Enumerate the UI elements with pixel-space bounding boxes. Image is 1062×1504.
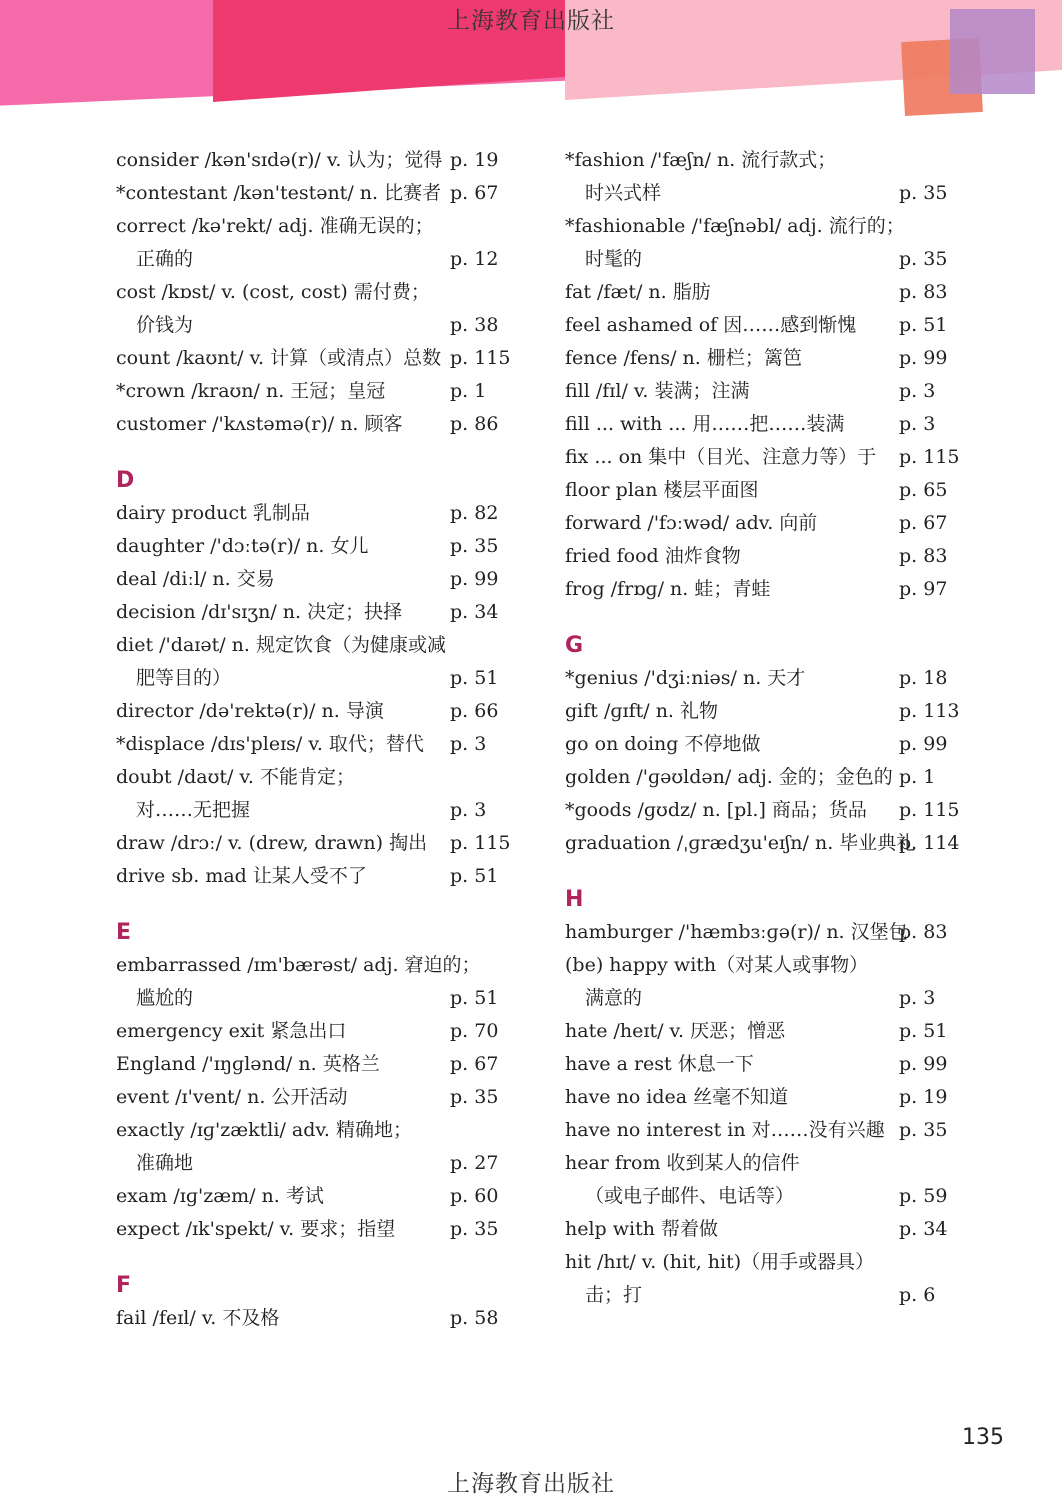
entry-term: draw /drɔː/ v. (drew, drawn) 掏出 <box>116 832 428 854</box>
entry-term: fill ... with ... 用……把……装满 <box>565 413 845 435</box>
entry-page-ref: p. 82 <box>450 502 499 524</box>
entry-term: *displace /dɪs'pleɪs/ v. 取代；替代 <box>116 733 424 755</box>
entry-term: embarrassed /ɪm'bærəst/ adj. 窘迫的； <box>116 954 481 976</box>
entry-page-ref: p. 59 <box>899 1185 948 1207</box>
index-entry <box>116 827 566 860</box>
section-letter: D <box>116 468 135 493</box>
index-entry <box>565 1048 1015 1081</box>
entry-page-ref: p. 51 <box>450 667 499 689</box>
entry-term: *fashionable /'fæʃnəbl/ adj. 流行的； <box>565 215 905 237</box>
entry-page-ref: p. 35 <box>450 535 499 557</box>
entry-term: graduation /ˌɡrædʒu'eɪʃn/ n. 毕业典礼 <box>565 832 916 854</box>
entry-page-ref: p. 66 <box>450 700 499 722</box>
entry-term: fix ... on 集中（目光、注意力等）于 <box>565 446 877 468</box>
entry-term: 对……无把握 <box>136 799 251 821</box>
entry-term: have no interest in 对……没有兴趣 <box>565 1119 885 1141</box>
index-entry <box>116 1213 566 1246</box>
entry-term: 价钱为 <box>136 314 194 336</box>
entry-term: gift /ɡɪft/ n. 礼物 <box>565 700 719 722</box>
index-entry <box>565 1147 1015 1180</box>
entry-page-ref: p. 113 <box>899 700 960 722</box>
entry-term: frog /frɒɡ/ n. 蛙；青蛙 <box>565 578 771 600</box>
entry-page-ref: p. 99 <box>899 347 948 369</box>
entry-page-ref: p. 51 <box>899 1020 948 1042</box>
entry-page-ref: p. 3 <box>899 987 936 1009</box>
entry-term: fail /feɪl/ v. 不及格 <box>116 1307 280 1329</box>
entry-term: event /ɪ'vent/ n. 公开活动 <box>116 1086 348 1108</box>
entry-term: fat /fæt/ n. 脂肪 <box>565 281 711 303</box>
entry-page-ref: p. 67 <box>450 1053 499 1075</box>
entry-term: forward /'fɔːwəd/ adv. 向前 <box>565 512 818 534</box>
index-entry <box>116 695 566 728</box>
index-entry <box>116 761 566 794</box>
index-entry <box>116 629 566 662</box>
index-entry <box>116 1114 566 1147</box>
publisher-footer: 上海教育出版社 <box>447 1471 615 1497</box>
entry-page-ref: p. 97 <box>899 578 948 600</box>
entry-page-ref: p. 35 <box>450 1218 499 1240</box>
entry-term: deal /diːl/ n. 交易 <box>116 568 275 590</box>
index-entry-continuation <box>116 1147 566 1180</box>
entry-term: expect /ɪk'spekt/ v. 要求；指望 <box>116 1218 396 1240</box>
entry-term: diet /'daɪət/ n. 规定饮食（为健康或减 <box>116 634 446 656</box>
section-letter: H <box>565 887 584 912</box>
entry-term: hit /hɪt/ v. (hit, hit)（用手或器具） <box>565 1251 875 1273</box>
entry-page-ref: p. 83 <box>899 921 948 943</box>
index-entry <box>565 540 1015 573</box>
entry-term: decision /dɪ'sɪʒn/ n. 决定；抉择 <box>116 601 403 623</box>
index-entry <box>116 1015 566 1048</box>
index-entry-continuation <box>116 662 566 695</box>
entry-page-ref: p. 99 <box>899 733 948 755</box>
entry-term: feel ashamed of 因……感到惭愧 <box>565 314 857 336</box>
entry-term: exactly /ɪɡ'zæktli/ adv. 精确地； <box>116 1119 412 1141</box>
entry-term: 肥等目的） <box>136 667 232 689</box>
index-entry <box>565 144 1015 177</box>
index-entry <box>116 144 566 177</box>
entry-term: *goods /ɡʊdz/ n. [pl.] 商品；货品 <box>565 799 867 821</box>
entry-term: fill /fɪl/ v. 装满；注满 <box>565 380 750 402</box>
entry-page-ref: p. 3 <box>899 380 936 402</box>
index-entry <box>565 441 1015 474</box>
index-entry <box>565 695 1015 728</box>
entry-page-ref: p. 114 <box>899 832 960 854</box>
entry-page-ref: p. 60 <box>450 1185 499 1207</box>
entry-term: （或电子邮件、电话等） <box>585 1185 795 1207</box>
entry-page-ref: p. 99 <box>899 1053 948 1075</box>
entry-term: consider /kən'sɪdə(r)/ v. 认为；觉得 <box>116 149 443 171</box>
entry-term: floor plan 楼层平面图 <box>565 479 759 501</box>
entry-term: *crown /kraʊn/ n. 王冠；皇冠 <box>116 380 386 402</box>
entry-term: *contestant /kən'testənt/ n. 比赛者 <box>116 182 442 204</box>
index-entry <box>565 794 1015 827</box>
index-entry <box>116 375 566 408</box>
index-entry <box>116 596 566 629</box>
entry-page-ref: p. 3 <box>450 799 487 821</box>
entry-page-ref: p. 38 <box>450 314 499 336</box>
index-entry <box>116 949 566 982</box>
entry-term: 时兴式样 <box>585 182 662 204</box>
index-entry-continuation <box>565 982 1015 1015</box>
entry-page-ref: p. 86 <box>450 413 499 435</box>
index-entry <box>565 408 1015 441</box>
entry-page-ref: p. 67 <box>899 512 948 534</box>
index-entry <box>116 177 566 210</box>
section-gap <box>116 1246 566 1269</box>
entry-term: have no idea 丝毫不知道 <box>565 1086 789 1108</box>
section-gap <box>116 893 566 916</box>
index-entry <box>565 1213 1015 1246</box>
index-entry <box>116 1048 566 1081</box>
entry-page-ref: p. 35 <box>899 182 948 204</box>
entry-term: fried food 油炸食物 <box>565 545 741 567</box>
index-entry <box>565 210 1015 243</box>
index-entry <box>565 916 1015 949</box>
index-entry-continuation <box>116 309 566 342</box>
index-entry <box>565 827 1015 860</box>
section-gap <box>116 441 566 464</box>
index-entry <box>116 497 566 530</box>
page-number: 135 <box>962 1425 1004 1450</box>
entry-page-ref: p. 58 <box>450 1307 499 1329</box>
entry-page-ref: p. 51 <box>899 314 948 336</box>
entry-term: 时髦的 <box>585 248 643 270</box>
entry-term: exam /ɪɡ'zæm/ n. 考试 <box>116 1185 324 1207</box>
entry-page-ref: p. 35 <box>899 1119 948 1141</box>
index-entry <box>565 662 1015 695</box>
section-letter: F <box>116 1273 132 1298</box>
entry-page-ref: p. 67 <box>450 182 499 204</box>
entry-page-ref: p. 115 <box>899 799 960 821</box>
index-entry <box>565 1114 1015 1147</box>
section-letter: E <box>116 920 132 945</box>
index-entry <box>565 1246 1015 1279</box>
index-entry <box>565 309 1015 342</box>
entry-term: 尴尬的 <box>136 987 194 1009</box>
entry-term: hate /heɪt/ v. 厌恶；憎恶 <box>565 1020 786 1042</box>
entry-page-ref: p. 35 <box>450 1086 499 1108</box>
index-column-left <box>116 144 566 1335</box>
index-entry <box>565 507 1015 540</box>
index-entry-continuation <box>565 243 1015 276</box>
index-entry <box>116 408 566 441</box>
index-entry <box>565 276 1015 309</box>
index-entry <box>116 1081 566 1114</box>
entry-term: customer /'kʌstəmə(r)/ n. 顾客 <box>116 413 403 435</box>
entry-term: emergency exit 紧急出口 <box>116 1020 347 1042</box>
index-entry <box>565 1015 1015 1048</box>
index-entry <box>565 761 1015 794</box>
index-entry <box>565 375 1015 408</box>
index-entry <box>116 563 566 596</box>
entry-term: drive sb. mad 让某人受不了 <box>116 865 367 887</box>
entry-term: 正确的 <box>136 248 194 270</box>
entry-page-ref: p. 1 <box>899 766 936 788</box>
publisher-header: 上海教育出版社 <box>447 8 615 34</box>
entry-page-ref: p. 83 <box>899 545 948 567</box>
entry-term: help with 帮着做 <box>565 1218 719 1240</box>
index-entry <box>116 530 566 563</box>
entry-page-ref: p. 12 <box>450 248 499 270</box>
entry-term: golden /'ɡəʊldən/ adj. 金的；金色的 <box>565 766 893 788</box>
entry-term: daughter /'dɔːtə(r)/ n. 女儿 <box>116 535 369 557</box>
index-entry <box>565 1081 1015 1114</box>
entry-page-ref: p. 99 <box>450 568 499 590</box>
entry-term: go on doing 不停地做 <box>565 733 761 755</box>
entry-term: hamburger /'hæmbɜːɡə(r)/ n. 汉堡包 <box>565 921 908 943</box>
section-gap <box>565 860 1015 883</box>
index-entry <box>116 276 566 309</box>
entry-term: correct /kə'rekt/ adj. 准确无误的； <box>116 215 434 237</box>
entry-term: England /'ɪŋɡlənd/ n. 英格兰 <box>116 1053 380 1075</box>
entry-page-ref: p. 35 <box>899 248 948 270</box>
index-entry-continuation <box>565 1279 1015 1312</box>
entry-term: 准确地 <box>136 1152 194 1174</box>
entry-term: 满意的 <box>585 987 643 1009</box>
entry-term: dairy product 乳制品 <box>116 502 310 524</box>
section-gap <box>565 606 1015 629</box>
entry-page-ref: p. 27 <box>450 1152 499 1174</box>
index-column-right <box>565 144 1015 1312</box>
index-entry <box>116 860 566 893</box>
index-entry <box>116 1302 566 1335</box>
entry-page-ref: p. 19 <box>450 149 499 171</box>
entry-term: fence /fens/ n. 栅栏；篱笆 <box>565 347 802 369</box>
entry-page-ref: p. 115 <box>450 832 511 854</box>
entry-page-ref: p. 1 <box>450 380 487 402</box>
entry-page-ref: p. 115 <box>899 446 960 468</box>
entry-page-ref: p. 19 <box>899 1086 948 1108</box>
entry-page-ref: p. 51 <box>450 987 499 1009</box>
index-entry <box>565 342 1015 375</box>
section-letter: G <box>565 633 584 658</box>
index-entry <box>565 474 1015 507</box>
entry-page-ref: p. 51 <box>450 865 499 887</box>
entry-page-ref: p. 34 <box>450 601 499 623</box>
entry-page-ref: p. 65 <box>899 479 948 501</box>
entry-page-ref: p. 115 <box>450 347 511 369</box>
entry-term: *genius /'dʒiːniəs/ n. 天才 <box>565 667 806 689</box>
index-entry <box>116 1180 566 1213</box>
index-entry <box>116 342 566 375</box>
entry-term: doubt /daʊt/ v. 不能肯定； <box>116 766 355 788</box>
entry-term: director /də'rektə(r)/ n. 导演 <box>116 700 384 722</box>
entry-page-ref: p. 3 <box>899 413 936 435</box>
entry-term: (be) happy with（对某人或事物） <box>565 954 869 976</box>
index-entry <box>565 728 1015 761</box>
index-entry <box>116 210 566 243</box>
entry-term: have a rest 休息一下 <box>565 1053 754 1075</box>
entry-page-ref: p. 34 <box>899 1218 948 1240</box>
entry-term: 击；打 <box>585 1284 643 1306</box>
index-entry-continuation <box>565 1180 1015 1213</box>
entry-page-ref: p. 3 <box>450 733 487 755</box>
index-entry <box>565 573 1015 606</box>
entry-page-ref: p. 6 <box>899 1284 936 1306</box>
entry-term: cost /kɒst/ v. (cost, cost) 需付费； <box>116 281 430 303</box>
index-entry <box>116 728 566 761</box>
entry-page-ref: p. 18 <box>899 667 948 689</box>
entry-page-ref: p. 83 <box>899 281 948 303</box>
index-entry-continuation <box>565 177 1015 210</box>
index-entry-continuation <box>116 982 566 1015</box>
entry-term: hear from 收到某人的信件 <box>565 1152 800 1174</box>
index-entry-continuation <box>116 794 566 827</box>
entry-term: count /kaʊnt/ v. 计算（或清点）总数 <box>116 347 442 369</box>
index-entry-continuation <box>116 243 566 276</box>
index-entry <box>565 949 1015 982</box>
entry-term: *fashion /'fæʃn/ n. 流行款式； <box>565 149 837 171</box>
entry-page-ref: p. 70 <box>450 1020 499 1042</box>
